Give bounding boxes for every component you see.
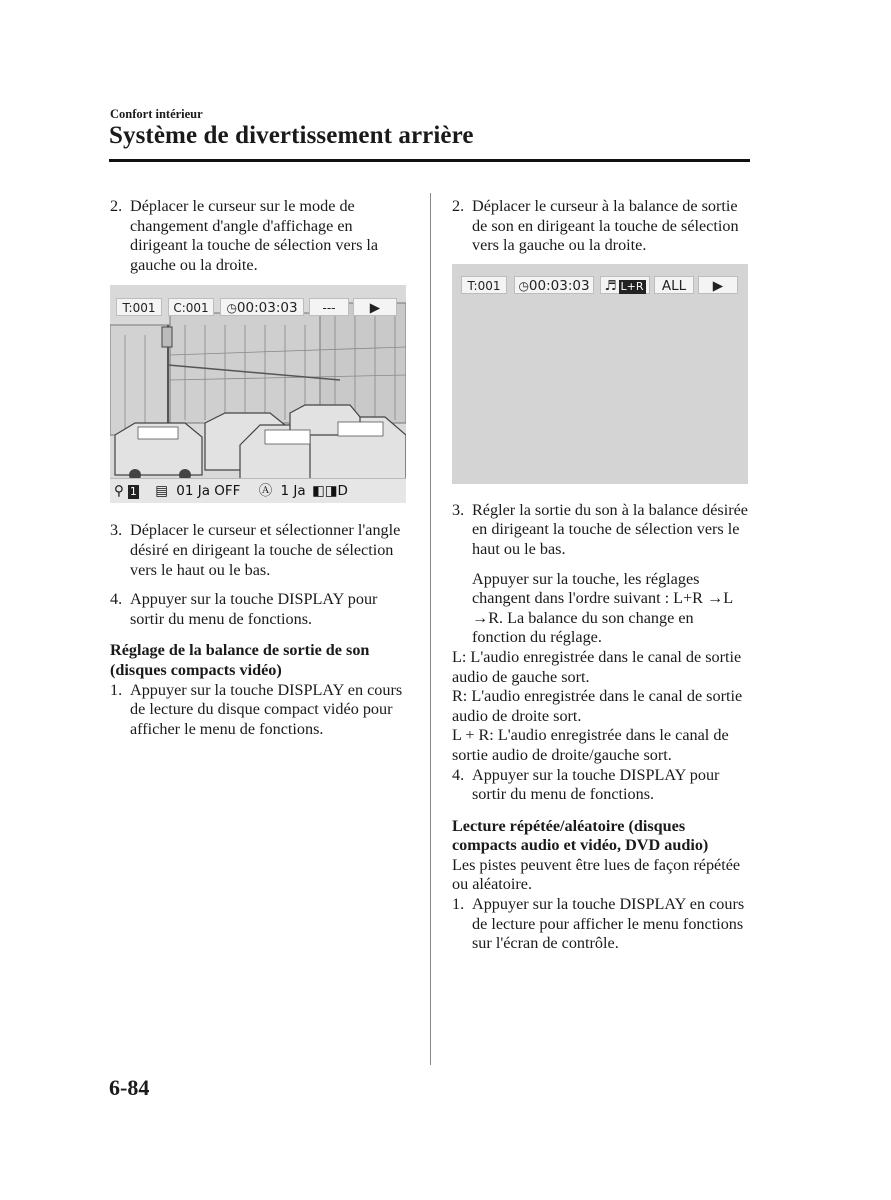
audio-value: 1 Ja bbox=[280, 483, 306, 500]
step-text: Appuyer sur la touche DISPLAY en cours de lecture pour afficher le menu fonctions sur l'écran de contrôle. bbox=[472, 895, 745, 953]
play-indicator: ▶ bbox=[353, 298, 397, 316]
step-text: Déplacer le curseur et sélectionner l'angle désiré en dirigeant la touche de sélection vers le haut ou le bas. bbox=[130, 521, 401, 579]
right-step-1 bbox=[452, 895, 750, 954]
step-text: Déplacer le curseur à la balance de sortie de son en dirigeant la touche de sélection vers la gauche ou la droite. bbox=[472, 197, 739, 255]
step-number: 3. bbox=[452, 500, 465, 519]
angle-screen-image bbox=[110, 285, 406, 503]
step-3-note: Appuyer sur la touche, les réglages changent dans l'ordre suivant : L+R →L →R. La balance du son change en fonction du réglage. bbox=[472, 569, 733, 647]
subtitle-value: 01 Ja OFF bbox=[176, 483, 241, 500]
angle-icon: ⚲ bbox=[114, 483, 124, 500]
section-label: Confort intérieur bbox=[110, 107, 203, 121]
right-column bbox=[452, 197, 750, 964]
right-step-3 bbox=[452, 501, 750, 560]
page-number: 6-84 bbox=[109, 1075, 150, 1100]
legend-left-channel: L: L'audio enregistrée dans le canal de sortie audio de gauche sort. bbox=[452, 647, 742, 686]
angle-mode-readout: --- bbox=[309, 298, 349, 316]
clock-icon: ◷ bbox=[226, 301, 237, 316]
time-readout bbox=[514, 276, 594, 294]
step-number: 4. bbox=[110, 590, 123, 609]
audio-balance-readout bbox=[600, 276, 650, 294]
play-indicator: ▶ bbox=[698, 276, 738, 294]
track-readout: T:001 bbox=[116, 298, 162, 316]
step-number: 2. bbox=[452, 197, 465, 215]
audio-icon: Ⓐ bbox=[258, 483, 273, 500]
time-readout bbox=[220, 298, 304, 316]
left-column bbox=[110, 197, 410, 749]
step-text: Déplacer le curseur sur le mode de changement d'angle d'affichage en dirigeant la touche de sélection vers la gauche ou la droite. bbox=[130, 197, 379, 274]
angle-value: 1 bbox=[129, 485, 137, 499]
left-step-2 bbox=[110, 197, 410, 275]
step-number: 3. bbox=[110, 521, 123, 540]
left-step-1 bbox=[110, 681, 410, 740]
subtitle-icon: ▤ bbox=[155, 483, 168, 500]
page-title: Système de divertissement arrière bbox=[109, 122, 474, 149]
repeat-readout: ALL bbox=[654, 276, 694, 294]
step-number: 1. bbox=[452, 895, 465, 914]
legend-right-channel: R: L'audio enregistrée dans le canal de sortie audio de droite sort. bbox=[452, 687, 743, 725]
chapter-readout: C:001 bbox=[168, 298, 214, 316]
time-value: 00:03:03 bbox=[528, 277, 590, 294]
right-step-4 bbox=[452, 766, 750, 805]
balance-value: L+R bbox=[620, 279, 644, 293]
dolby-label: D bbox=[337, 483, 348, 500]
clock-icon: ◷ bbox=[518, 278, 529, 293]
left-step-4 bbox=[110, 590, 410, 629]
column-divider bbox=[430, 193, 431, 1065]
step-number: 1. bbox=[110, 680, 123, 699]
time-value: 00:03:03 bbox=[236, 300, 298, 317]
legend-both-channels: L + R: L'audio enregistrée dans le canal de sortie audio de droite/gauche sort. bbox=[452, 726, 729, 764]
repeat-random-intro: Les pistes peuvent être lues de façon répétée ou aléatoire. bbox=[452, 855, 741, 894]
music-note-icon: ♬ bbox=[604, 277, 617, 294]
step-number: 2. bbox=[110, 197, 123, 215]
title-rule bbox=[109, 159, 750, 162]
step-number: 4. bbox=[452, 765, 465, 784]
street-scene-illustration bbox=[110, 285, 406, 503]
step-text: Appuyer sur la touche DISPLAY pour sortir du menu de fonctions. bbox=[472, 765, 720, 804]
track-readout: T:001 bbox=[461, 276, 507, 294]
dolby-icon: ◧◨ bbox=[311, 483, 338, 500]
osd-bottom-bar bbox=[110, 478, 406, 503]
step-text: Appuyer sur la touche DISPLAY pour sortir du menu de fonctions. bbox=[130, 590, 378, 628]
balance-screen-image bbox=[452, 264, 748, 484]
section-heading-repeat-random: Lecture répétée/aléatoire (disques compacts audio et vidéo, DVD audio) bbox=[452, 816, 709, 855]
right-step-2 bbox=[452, 197, 750, 256]
section-heading-audio-balance: Réglage de la balance de sortie de son (disques compacts vidéo) bbox=[110, 641, 370, 679]
step-text: Appuyer sur la touche DISPLAY en cours de lecture du disque compact vidéo pour afficher le menu de fonctions. bbox=[130, 680, 403, 738]
left-step-3 bbox=[110, 521, 410, 580]
step-text: Régler la sortie du son à la balance désirée en dirigeant la touche de sélection vers le haut ou le bas. bbox=[472, 500, 748, 558]
